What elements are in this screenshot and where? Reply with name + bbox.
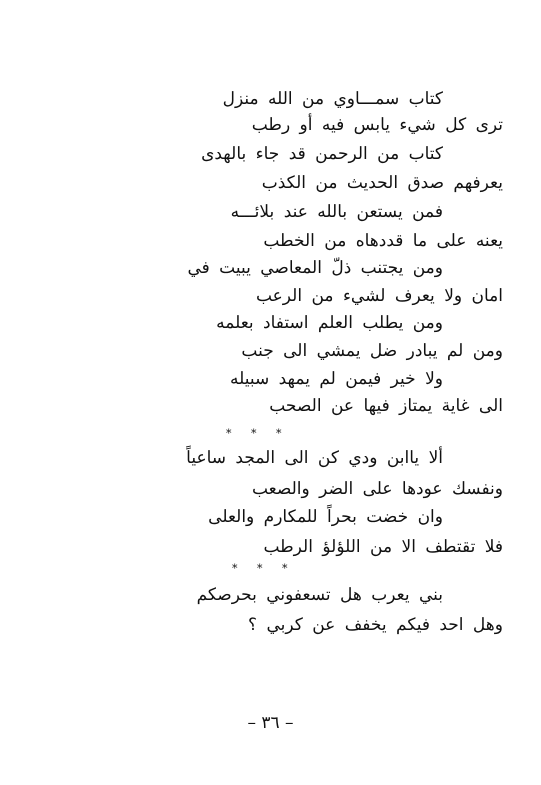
verse-line: بني يعرب هل تسعفوني بحرصكم xyxy=(196,585,443,605)
verse-line: ألا ياابن ودي كن الى المجد ساعياً xyxy=(186,448,443,468)
verse-line: امان ولا يعرف لشيء من الرعب xyxy=(255,286,503,306)
verse-line: الى غاية يمتاز فيها عن الصحب xyxy=(269,396,503,416)
section-separator: * * * xyxy=(226,427,290,440)
verse-line: ونفسك عودها على الضر والصعب xyxy=(251,479,503,499)
page-number: – ٣٦ – xyxy=(247,713,294,733)
verse-line: كتاب سمـــاوي من الله منزل xyxy=(222,89,443,109)
verse-line: فمن يستعن بالله عند بلائـــه xyxy=(230,202,443,222)
verse-line: ومن يطلب العلم استفاد بعلمه xyxy=(216,313,443,333)
verse-line: وهل احد فيكم يخفف عن كربي ؟ xyxy=(248,615,503,635)
verse-line: يعنه على ما قددهاه من الخطب xyxy=(263,231,503,251)
verse-line: وان خضت بحراً للمكارم والعلى xyxy=(208,507,443,527)
section-separator: * * * xyxy=(232,562,296,575)
verse-line: ومن يجتنب ذلّ المعاصي يبيت في xyxy=(187,258,443,278)
verse-line: يعرفهم صدق الحديث من الكذب xyxy=(261,173,503,193)
verse-line: ولا خير فيمن لم يمهد سبيله xyxy=(229,369,443,389)
verse-line: ترى كل شيء يابس فيه أو رطب xyxy=(251,115,503,135)
verse-line: فلا تقتطف الا من اللؤلؤ الرطب xyxy=(263,537,503,557)
verse-line: كتاب من الرحمن قد جاء بالهدى xyxy=(201,144,443,164)
verse-line: ومن لم يبادر ضل يمشي الى جنب xyxy=(241,341,503,361)
